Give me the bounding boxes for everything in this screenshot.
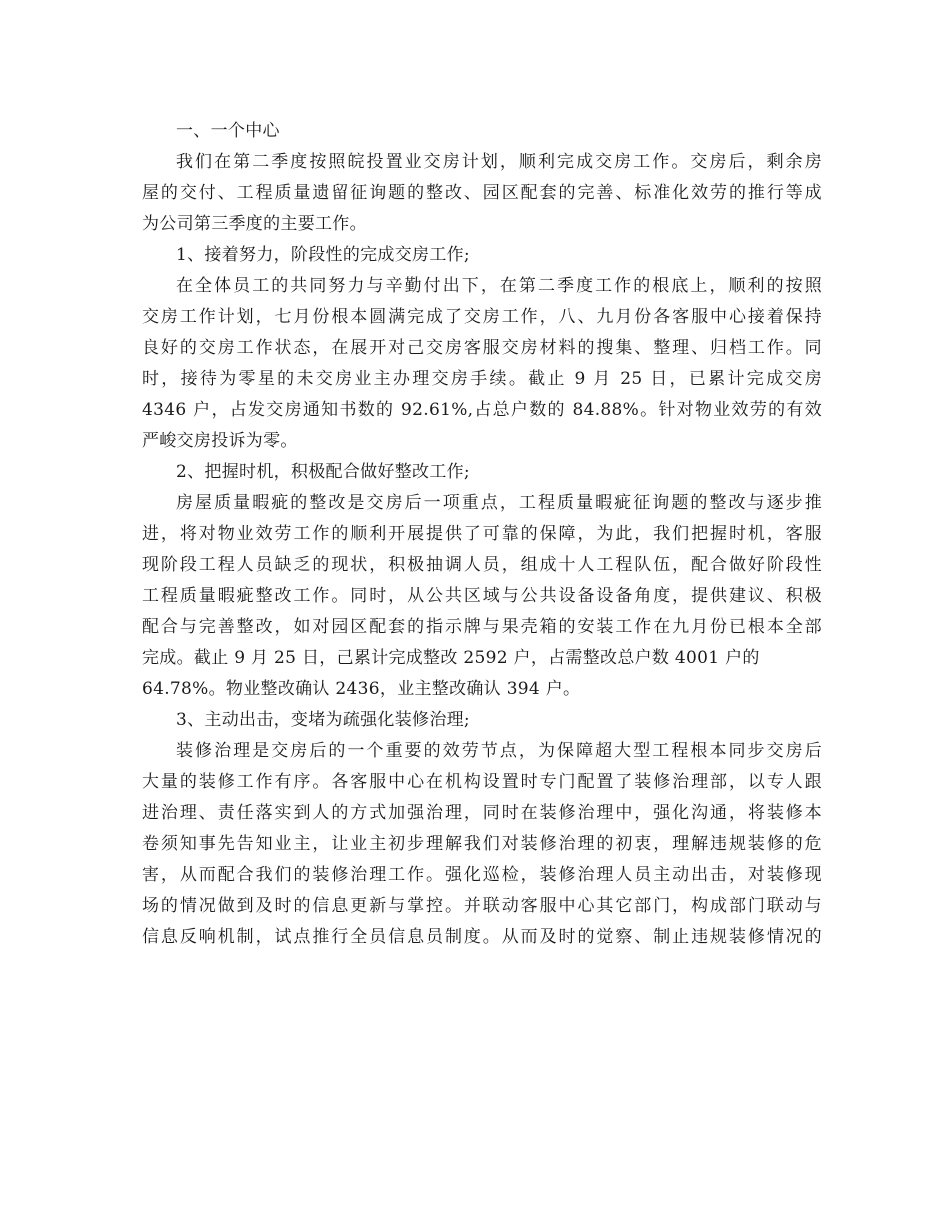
paragraph-line: 时，接待为零星的未交房业主办理交房手续。截止 9 月 25 日，已累计完成交房: [142, 369, 822, 389]
paragraph-line: 我们在第二季度按照皖投置业交房计划，顺利完成交房工作。交房后，剩余房: [176, 152, 822, 172]
paragraph-line: 屋的交付、工程质量遗留征询题的整改、园区配套的完善、标准化效劳的推行等成: [142, 183, 822, 203]
paragraph-line: 进，将对物业效劳工作的顺利开展提供了可靠的保障，为此，我们把握时机，客服: [142, 524, 822, 544]
paragraph-line: 现阶段工程人员缺乏的现状，积极抽调人员，组成十人工程队伍，配合做好阶段性: [142, 555, 822, 575]
paragraph-line: 64.78%。物业整改确认 2436，业主整改确认 394 户。: [142, 679, 581, 699]
section-heading: 一、一个中心: [176, 121, 280, 141]
paragraph-line: 良好的交房工作状态，在展开对己交房客服交房材料的搜集、整理、归档工作。同: [142, 338, 822, 358]
paragraph-line: 为公司第三季度的主要工作。: [142, 214, 367, 234]
paragraph-line: 在全体员工的共同努力与辛勤付出下，在第二季度工作的根底上，顺利的按照: [176, 276, 822, 296]
paragraph-line: 信息反响机制，试点推行全员信息员制度。从而及时的觉察、制止违规装修情况的: [142, 927, 822, 947]
paragraph-line: 配合与完善整改，如对园区配套的指示牌与果壳箱的安装工作在九月份已根本全部: [142, 617, 822, 637]
paragraph-line: 完成。截止 9 月 25 日，己累计完成整改 2592 户，占需整改总户数 4001 户的: [142, 648, 760, 668]
paragraph-line: 装修治理是交房后的一个重要的效劳节点，为保障超大型工程根本同步交房后: [176, 741, 822, 761]
paragraph-line: 卷须知事先告知业主，让业主初步理解我们对装修治理的初衷，理解违规装修的危: [142, 834, 822, 854]
paragraph-line: 害，从而配合我们的装修治理工作。强化巡检，装修治理人员主动出击，对装修现: [142, 865, 822, 885]
paragraph-line: 场的情况做到及时的信息更新与掌控。并联动客服中心其它部门，构成部门联动与: [142, 896, 822, 916]
paragraph-line: 严峻交房投诉为零。: [142, 431, 298, 451]
subheading: 2、把握时机，积极配合做好整改工作;: [176, 462, 470, 482]
paragraph-line: 房屋质量暇疵的整改是交房后一项重点，工程质量暇疵征询题的整改与逐步推: [176, 493, 822, 513]
paragraph-line: 4346 户，占发交房通知书数的 92.61%,占总户数的 84.88%。针对物业效劳的有效: [142, 400, 822, 420]
paragraph-line: 交房工作计划，七月份根本圆满完成了交房工作，八、九月份各客服中心接着保持: [142, 307, 822, 327]
subheading: 1、接着努力，阶段性的完成交房工作;: [176, 245, 470, 265]
paragraph-line: 进治理、责任落实到人的方式加强治理，同时在装修治理中，强化沟通，将装修本: [142, 803, 822, 823]
paragraph-line: 工程质量暇疵整改工作。同时，从公共区域与公共设备设备角度，提供建议、积极: [142, 586, 822, 606]
subheading: 3、主动出击，变堵为疏强化装修治理;: [176, 710, 470, 730]
paragraph-line: 大量的装修工作有序。各客服中心在机构设置时专门配置了装修治理部，以专人跟: [142, 772, 822, 792]
document-body: [142, 116, 822, 953]
